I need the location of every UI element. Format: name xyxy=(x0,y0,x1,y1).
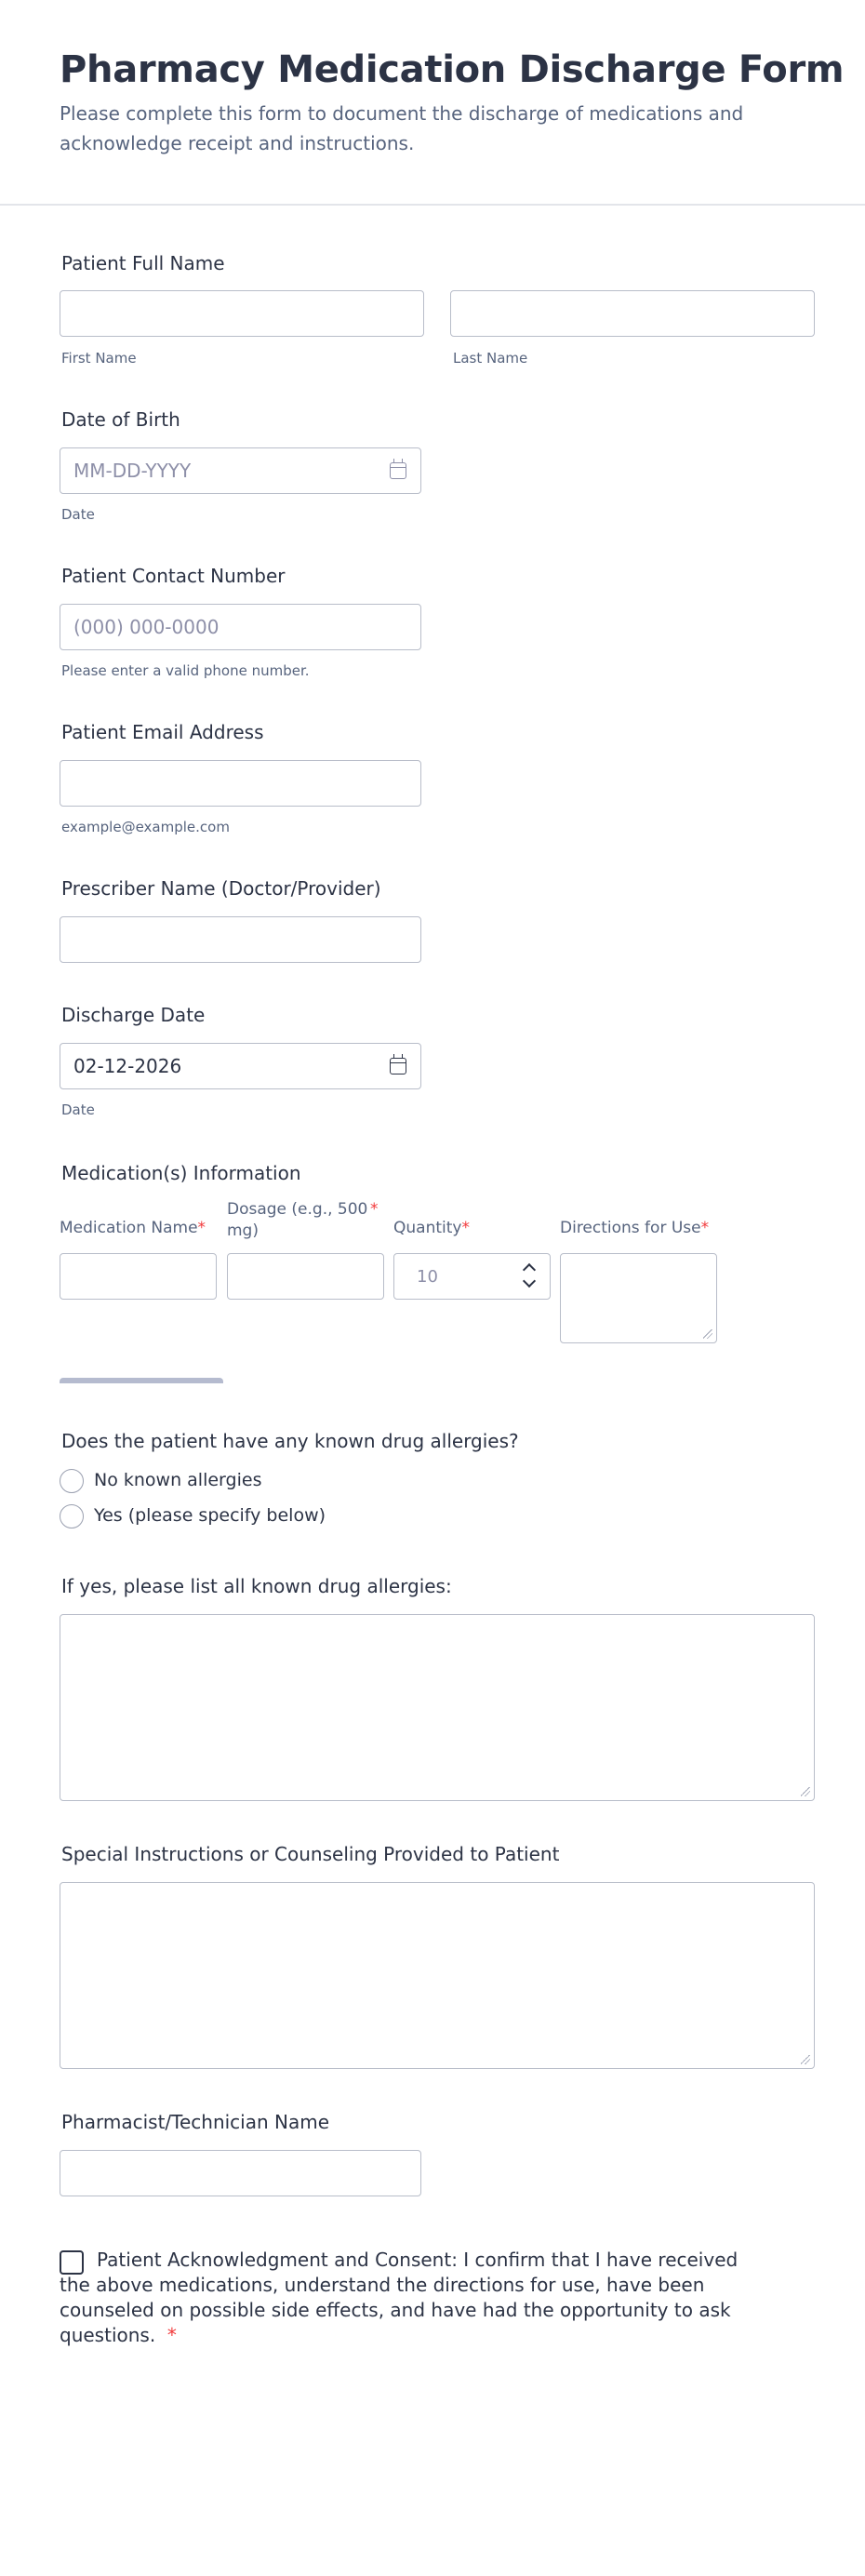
instructions-textarea[interactable] xyxy=(60,1882,815,2069)
directions-header: Directions for Use* xyxy=(560,1219,710,1237)
dob-label: Date of Birth xyxy=(61,408,180,431)
patient-name-label: Patient Full Name xyxy=(61,252,225,274)
required-mark: * xyxy=(461,1219,470,1237)
pharmacist-input[interactable] xyxy=(60,2150,421,2196)
required-mark: * xyxy=(197,1219,206,1237)
discharge-date-sublabel: Date xyxy=(61,1101,95,1118)
calendar-icon[interactable] xyxy=(390,1058,406,1074)
first-name-sublabel: First Name xyxy=(61,350,137,367)
required-mark: * xyxy=(370,1200,379,1219)
radio-label-yes-allergies[interactable]: Yes (please specify below) xyxy=(94,1505,326,1526)
first-name-input[interactable] xyxy=(60,290,424,337)
resize-handle-icon[interactable] xyxy=(801,2055,810,2064)
dosage-input[interactable] xyxy=(227,1253,384,1300)
contact-label: Patient Contact Number xyxy=(61,565,286,587)
calendar-icon[interactable] xyxy=(390,462,406,479)
dob-input[interactable] xyxy=(60,447,421,494)
instructions-label: Special Instructions or Counseling Provided to Patient xyxy=(61,1843,560,1865)
dob-sublabel: Date xyxy=(61,506,95,523)
email-input[interactable] xyxy=(60,760,421,807)
medication-name-header: Medication Name* xyxy=(60,1219,206,1237)
pharmacist-label: Pharmacist/Technician Name xyxy=(61,2111,330,2133)
allergy-list-label: If yes, please list all known drug allergies: xyxy=(61,1575,452,1597)
radio-no-allergies[interactable] xyxy=(60,1469,84,1493)
email-label: Patient Email Address xyxy=(61,721,264,743)
quantity-header: Quantity* xyxy=(393,1219,470,1237)
medication-name-input[interactable] xyxy=(60,1253,217,1300)
last-name-input[interactable] xyxy=(450,290,815,337)
prescriber-input[interactable] xyxy=(60,916,421,963)
directions-input[interactable] xyxy=(560,1253,717,1343)
radio-label-no-allergies[interactable]: No known allergies xyxy=(94,1470,262,1490)
discharge-date-input[interactable] xyxy=(60,1043,421,1089)
resize-handle-icon[interactable] xyxy=(801,1787,810,1796)
prescriber-label: Prescriber Name (Doctor/Provider) xyxy=(61,877,381,900)
medications-label: Medication(s) Information xyxy=(61,1162,301,1184)
required-mark: * xyxy=(700,1219,710,1237)
resize-handle-icon[interactable] xyxy=(703,1329,712,1339)
phone-sublabel: Please enter a valid phone number. xyxy=(61,662,310,679)
form-subtitle: Please complete this form to document the discharge of medications and acknowledge receipt and instructions. xyxy=(60,102,744,154)
allergies-question: Does the patient have any known drug allergies? xyxy=(61,1430,519,1452)
form-header xyxy=(0,0,865,206)
allergy-list-textarea[interactable] xyxy=(60,1614,815,1801)
last-name-sublabel: Last Name xyxy=(453,350,528,367)
dosage-header: Dosage (e.g., 500 mg) * xyxy=(227,1200,379,1240)
form-title: Pharmacy Medication Discharge Form xyxy=(60,48,845,91)
required-mark: * xyxy=(166,2324,177,2346)
add-row-button[interactable] xyxy=(60,1378,223,1383)
discharge-date-label: Discharge Date xyxy=(61,1004,206,1026)
consent-text[interactable]: Patient Acknowledgment and Consent: I confirm that I have received the above medications, understand the directions for use, have been counseled on possible side effects, and have had the opportunity to ask questions. * xyxy=(60,2249,739,2346)
phone-input[interactable] xyxy=(60,604,421,650)
email-sublabel: example@example.com xyxy=(61,819,230,835)
radio-yes-allergies[interactable] xyxy=(60,1504,84,1528)
